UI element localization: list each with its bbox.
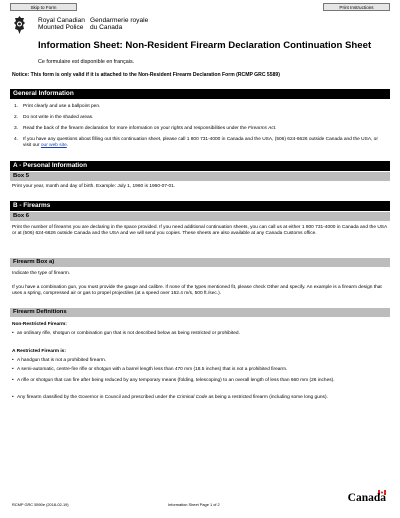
bullet-italic-text: Criminal Code: [176, 395, 208, 400]
item-number: 1.: [14, 104, 19, 109]
bullet-text: an ordinary rifle, shotgun or combination gun that is not described below as being restricted or prohibited.: [17, 331, 240, 336]
bullet-icon: •: [12, 331, 14, 336]
non-restricted-item: [12, 331, 386, 337]
bullet-text: A rifle or shotgun that can fire after being reduced by any temporary means (folding, telescoping) to an overall length of less than 660 mm (26 inches).: [17, 378, 335, 383]
bullet-text: A handgun that is not a prohibited firearm.: [17, 358, 107, 363]
org-fr-line-1: Gendarmerie royale: [90, 17, 149, 24]
bullet-icon: •: [12, 358, 14, 363]
item-italic-text: Firearms Act: [248, 126, 276, 131]
firearm-box-a-label: Firearm Box a): [10, 258, 390, 267]
item-tail: .: [66, 143, 69, 149]
restricted-label: A Restricted Firearm is:: [12, 349, 66, 354]
validity-notice: Notice: This form is only valid if it is attached to the Non-Resident Firearm Declaration Form (RCMP GRC 5589): [12, 72, 280, 78]
item-text: Read the back of the firearm declaration for more information on your rights and responsibilities under the: [23, 126, 249, 131]
non-restricted-label: Non-Restricted Firearm:: [12, 322, 67, 327]
box-5-instructions: Print your year, month and day of birth. Example: July 1, 1960 is 1960-07-01.: [12, 184, 176, 189]
bullet-icon: •: [12, 395, 14, 400]
form-id: RCMP GRC 5590e (2018-02-19): [12, 502, 69, 507]
firearm-definitions-label: Firearm Definitions: [10, 308, 390, 317]
general-item-3: [14, 126, 386, 132]
firearm-box-a-text-1: Indicate the type of firearm.: [12, 271, 71, 276]
bullet-text: A semi-automatic, centre-fire rifle or shotgun with a barrel length less than 470 mm (18.5 inches) that is not a prohibited firearm.: [17, 367, 288, 372]
general-item-1: [14, 104, 386, 110]
item-number: 2.: [14, 115, 19, 120]
bullet-icon: •: [12, 367, 14, 372]
firearms-heading: B - Firearms: [10, 201, 390, 211]
canada-wordmark: Canada: [347, 492, 386, 504]
firearm-box-a-text-2: If you have a combination gun, you must provide the gauge and calibre. If none of the types mentioned fit, please check Other and specify. An example is a firearm design that uses a spring, compressed air or gas to propel projectiles (at a speed over 152.4 m/s, 500 ft./sec.).: [12, 285, 382, 297]
org-fr-line-2: du Canada: [90, 24, 123, 32]
bullet-text: Any firearm classified by the Governor in Council and prescribed under the: [17, 395, 177, 400]
general-information-heading: General Information: [10, 89, 390, 99]
org-name-french: [90, 17, 148, 32]
item-tail: .: [275, 126, 277, 131]
box-6-label: Box 6: [10, 212, 390, 221]
restricted-item-3: [12, 378, 386, 384]
box-6-instructions: Print the number of firearms you are declaring in the space provided. If you need additional continuation sheets, you can call us at either 1 800 731-4000 in Canada and the USA or at (506) 624-6626 outside Canada and the USA and we will send you copies. These sheets are also available at any Canada Customs office.: [12, 225, 387, 237]
org-en-line-2: Mounted Police: [38, 24, 84, 32]
bullet-icon: •: [12, 378, 14, 383]
french-availability-note: Ce formulaire est disponible en français.: [38, 59, 135, 65]
rcmp-signature: [12, 15, 212, 39]
item-number: 4.: [14, 137, 19, 142]
box-5-label: Box 5: [10, 172, 390, 181]
bullet-text-tail: as being a restricted firearm (including some long guns).: [207, 395, 328, 400]
org-en-line-1: Royal Canadian: [38, 17, 85, 24]
org-name-english: [38, 17, 85, 32]
item-text: Do not write in the shaded areas.: [23, 115, 94, 120]
top-toolbar: [10, 3, 390, 12]
page-title: Information Sheet: Non-Resident Firearm Declaration Continuation Sheet: [38, 40, 372, 51]
restricted-item-1: [12, 358, 386, 364]
web-site-link[interactable]: our web site: [40, 143, 67, 149]
item-text: Print clearly and use a ballpoint pen.: [23, 104, 101, 109]
rcmp-crest-icon: [12, 15, 27, 35]
restricted-item-4: [12, 395, 386, 401]
item-text: If you have any questions about filling out this continuation sheet, please call 1 800 731-4000 in Canada and the USA, (506) 624-6626 outside Canada and the USA, or visit our: [23, 137, 378, 149]
general-item-2: [14, 115, 386, 121]
restricted-item-2: [12, 367, 386, 373]
print-instructions-button[interactable]: Print Instructions: [323, 3, 390, 11]
skip-to-form-button[interactable]: Skip to Form: [10, 3, 77, 11]
page-number: Information Sheet Page 1 of 2: [168, 502, 220, 507]
general-item-4: [14, 137, 386, 149]
item-number: 3.: [14, 126, 19, 131]
personal-information-heading: A - Personal Information: [10, 161, 390, 171]
